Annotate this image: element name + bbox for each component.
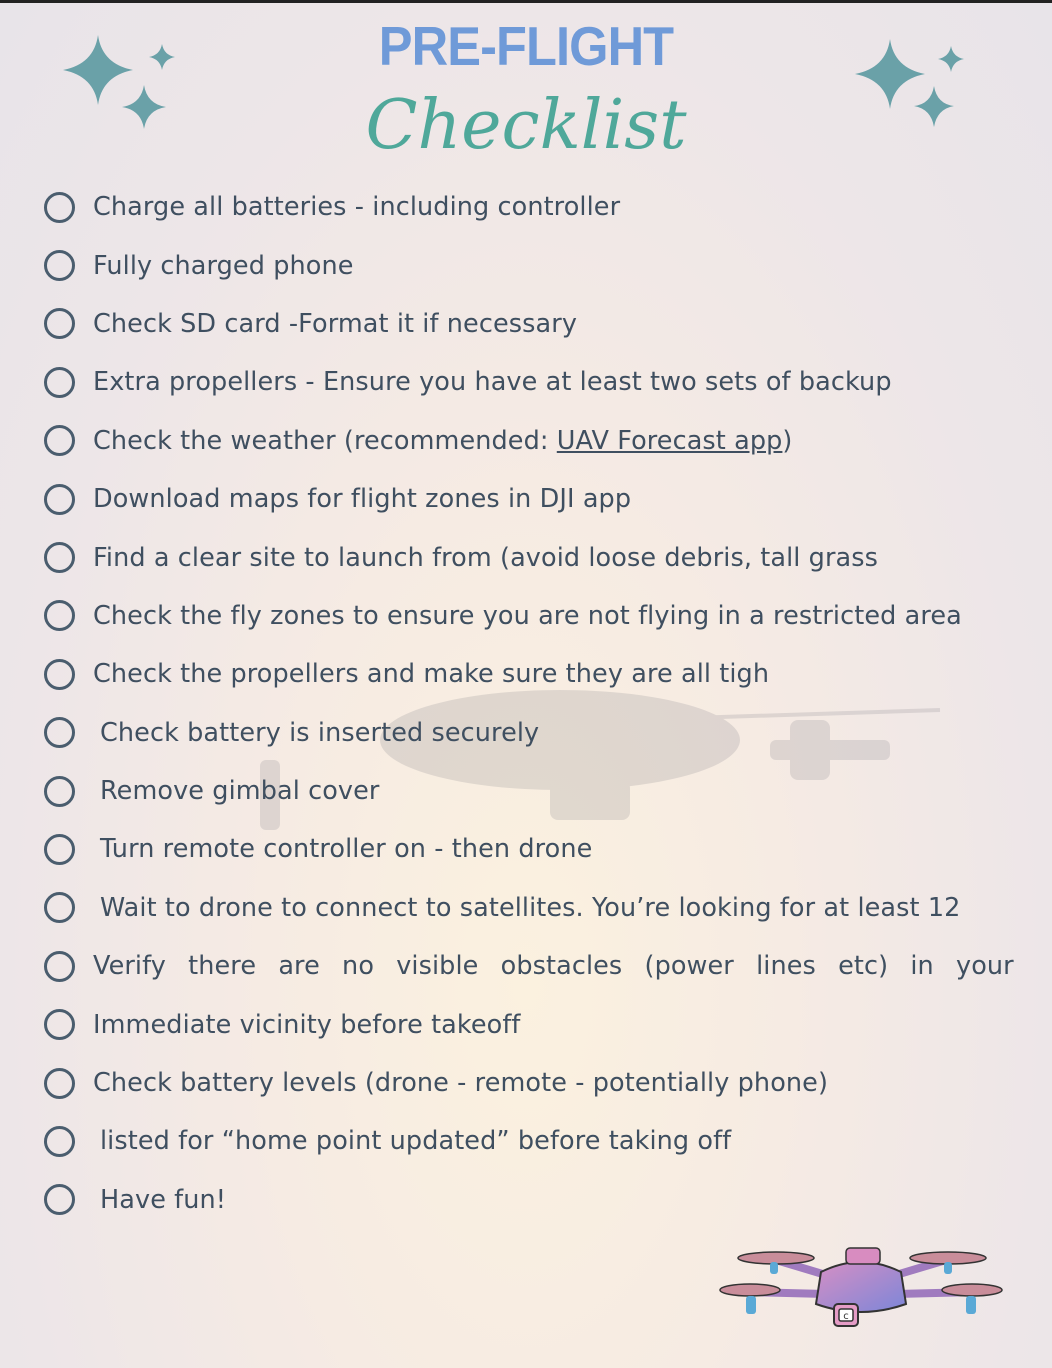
checklist-item-label: listed for “home point updated” before taking off	[100, 1126, 732, 1157]
checklist-item-label: Find a clear site to launch from (avoid loose debris, tall grass	[93, 542, 879, 573]
checklist-item	[44, 879, 994, 937]
checklist-item-label: Verify there are no visible obstacles (power lines etc) in your	[93, 951, 1014, 982]
circle-checkbox-icon[interactable]	[44, 425, 75, 456]
circle-checkbox-icon[interactable]	[44, 192, 75, 223]
checklist-item	[44, 295, 994, 353]
circle-checkbox-icon[interactable]	[44, 308, 75, 339]
checklist-item	[44, 704, 994, 762]
page-title: PRE-FLIGHT	[378, 15, 674, 77]
checklist-item-label: Check battery levels (drone - remote - potentially phone)	[93, 1068, 828, 1099]
checklist-item	[44, 937, 1014, 995]
checklist-item-label: Check the propellers and make sure they are all tigh	[93, 659, 770, 690]
circle-checkbox-icon[interactable]	[44, 1184, 75, 1215]
checklist-item	[44, 353, 994, 411]
circle-checkbox-icon[interactable]	[44, 542, 75, 573]
circle-checkbox-icon[interactable]	[44, 776, 75, 807]
circle-checkbox-icon[interactable]	[44, 659, 75, 690]
page-subtitle: Checklist	[365, 86, 687, 165]
svg-text:c: c	[843, 1311, 849, 1322]
circle-checkbox-icon[interactable]	[44, 1126, 75, 1157]
checklist-item	[44, 1054, 994, 1112]
circle-checkbox-icon[interactable]	[44, 951, 75, 982]
checklist-item-label: Have fun!	[100, 1184, 227, 1215]
checklist-item-label: Fully charged phone	[93, 250, 354, 281]
checklist-item	[44, 995, 994, 1053]
circle-checkbox-icon[interactable]	[44, 892, 75, 923]
checklist	[44, 178, 1014, 1229]
circle-checkbox-icon[interactable]	[44, 250, 75, 281]
checklist-item-label: Turn remote controller on - then drone	[100, 834, 593, 865]
checklist-item-label: Immediate vicinity before takeoff	[93, 1009, 521, 1040]
top-border	[0, 0, 1052, 3]
checklist-item	[44, 412, 994, 470]
checklist-item	[44, 178, 994, 236]
checklist-item	[44, 645, 994, 703]
checklist-item-label: Charge all batteries - including controller	[93, 192, 621, 223]
uav-forecast-link[interactable]: UAV Forecast app	[556, 425, 783, 456]
circle-checkbox-icon[interactable]	[44, 834, 75, 865]
checklist-item-label: Remove gimbal cover	[100, 776, 380, 807]
checklist-item-label: Check SD card -Format it if necessary	[93, 308, 578, 339]
checklist-item	[44, 1112, 994, 1170]
checklist-item	[44, 1171, 994, 1229]
checklist-item-label: Extra propellers - Ensure you have at least two sets of backup	[93, 367, 892, 398]
circle-checkbox-icon[interactable]	[44, 484, 75, 515]
circle-checkbox-icon[interactable]	[44, 1068, 75, 1099]
circle-checkbox-icon[interactable]	[44, 600, 75, 631]
checklist-item	[44, 762, 994, 820]
checklist-item	[44, 587, 994, 645]
drone-icon	[716, 1232, 1006, 1342]
checklist-item-label: Wait to drone to connect to satellites. You’re looking for at least 12	[100, 892, 961, 923]
circle-checkbox-icon[interactable]	[44, 717, 75, 748]
checklist-item	[44, 820, 994, 878]
weather-text: Check the weather (recommended:	[93, 425, 557, 456]
checklist-item-label: Download maps for flight zones in DJI app	[93, 484, 632, 515]
checklist-item	[44, 528, 994, 586]
checklist-item	[44, 470, 994, 528]
checklist-item-label	[93, 426, 792, 456]
circle-checkbox-icon[interactable]	[44, 1009, 75, 1040]
checklist-item-label: Check battery is inserted securely	[100, 717, 540, 748]
weather-text-end: )	[782, 425, 793, 456]
circle-checkbox-icon[interactable]	[44, 367, 75, 398]
checklist-item	[44, 236, 994, 294]
checklist-item-label: Check the fly zones to ensure you are not flying in a restricted area	[93, 600, 962, 631]
